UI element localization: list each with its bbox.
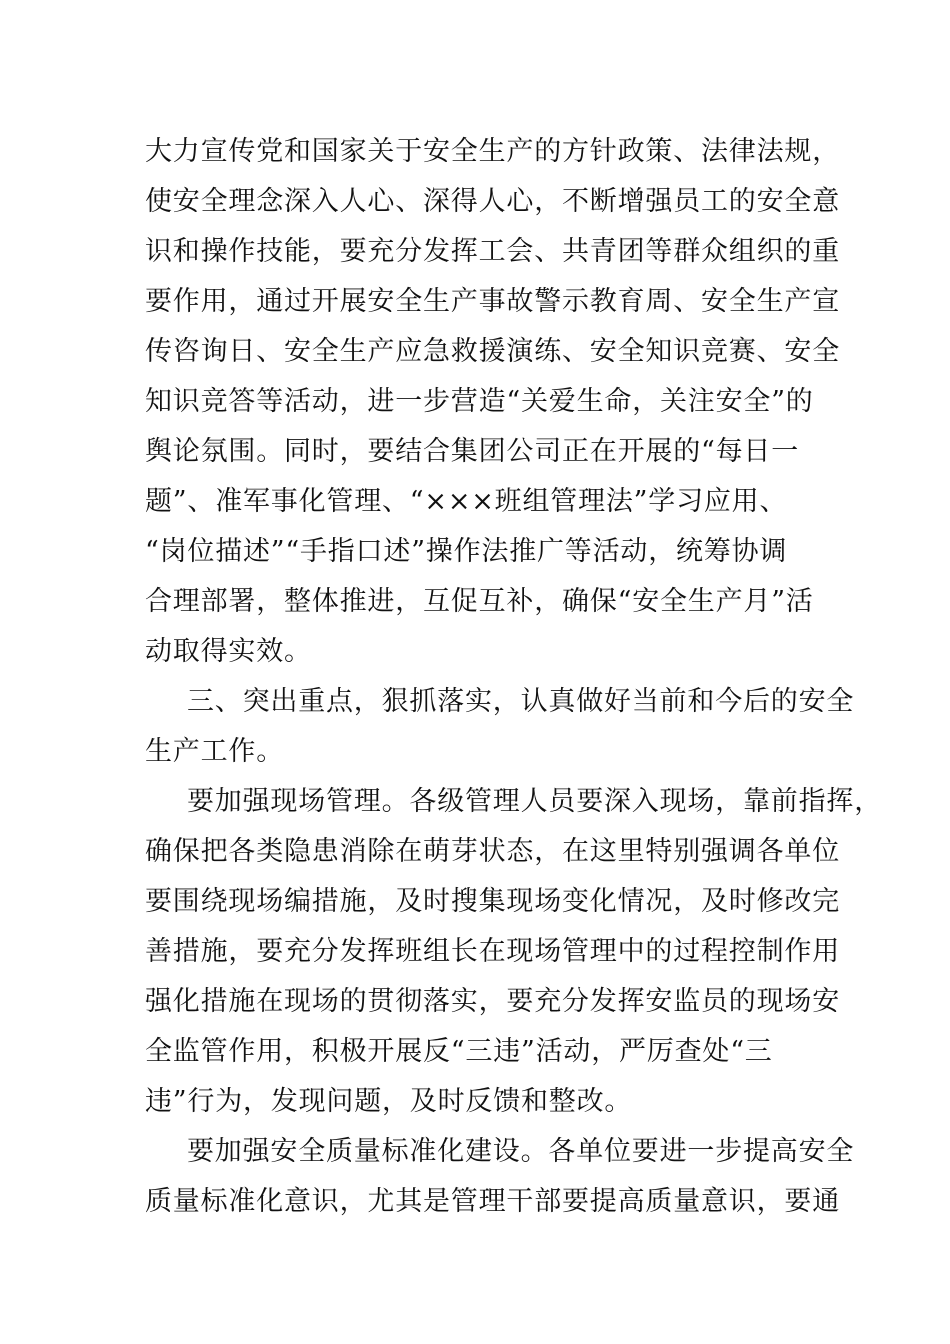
text-line: 确保把各类隐患消除在萌芽状态，在这里特别强调各单位 xyxy=(145,836,840,867)
paragraph-first-line: 要加强安全质量标准化建设。各单位要进一步提高安全 xyxy=(187,1136,855,1167)
text-line: 合理部署，整体推进，互促互补，确保“安全生产月”活 xyxy=(145,586,814,617)
section-heading-line: 三、突出重点，狠抓落实，认真做好当前和今后的安全 xyxy=(187,686,855,717)
text-line: 动取得实效。 xyxy=(145,636,312,667)
section-heading-line: 生产工作。 xyxy=(145,736,284,767)
text-line: 传咨询日、安全生产应急救援演练、安全知识竞赛、安全 xyxy=(145,336,840,367)
text-line: 知识竞答等活动，进一步营造“关爱生命，关注安全”的 xyxy=(145,386,814,417)
text-line: 质量标准化意识，尤其是管理干部要提高质量意识，要通 xyxy=(145,1186,840,1217)
text-line: 要作用，通过开展安全生产事故警示教育周、安全生产宣 xyxy=(145,286,840,317)
text-line: 识和操作技能，要充分发挥工会、共青团等群众组织的重 xyxy=(145,236,840,267)
text-line: 使安全理念深入人心、深得人心，不断增强员工的安全意 xyxy=(145,186,840,217)
text-line: 题”、准军事化管理、“×××班组管理法”学习应用、 xyxy=(145,486,788,517)
text-line: 全监管作用，积极开展反“三违”活动，严厉查处“三 xyxy=(145,1036,773,1067)
text-line: 强化措施在现场的贯彻落实，要充分发挥安监员的现场安 xyxy=(145,986,840,1017)
paragraph-first-line: 要加强现场管理。各级管理人员要深入现场，靠前指挥， xyxy=(187,786,882,817)
text-line: 要围绕现场编措施，及时搜集现场变化情况，及时修改完 xyxy=(145,886,840,917)
text-line: 违”行为，发现问题，及时反馈和整改。 xyxy=(145,1086,633,1117)
text-line: 舆论氛围。同时，要结合集团公司正在开展的“每日一 xyxy=(145,436,800,467)
document-body xyxy=(145,127,882,1227)
text-line: 大力宣传党和国家关于安全生产的方针政策、法律法规， xyxy=(145,136,840,167)
text-line: “岗位描述”“手指口述”操作法推广等活动，统筹协调 xyxy=(145,536,788,567)
text-line: 善措施，要充分发挥班组长在现场管理中的过程控制作用 xyxy=(145,936,840,967)
